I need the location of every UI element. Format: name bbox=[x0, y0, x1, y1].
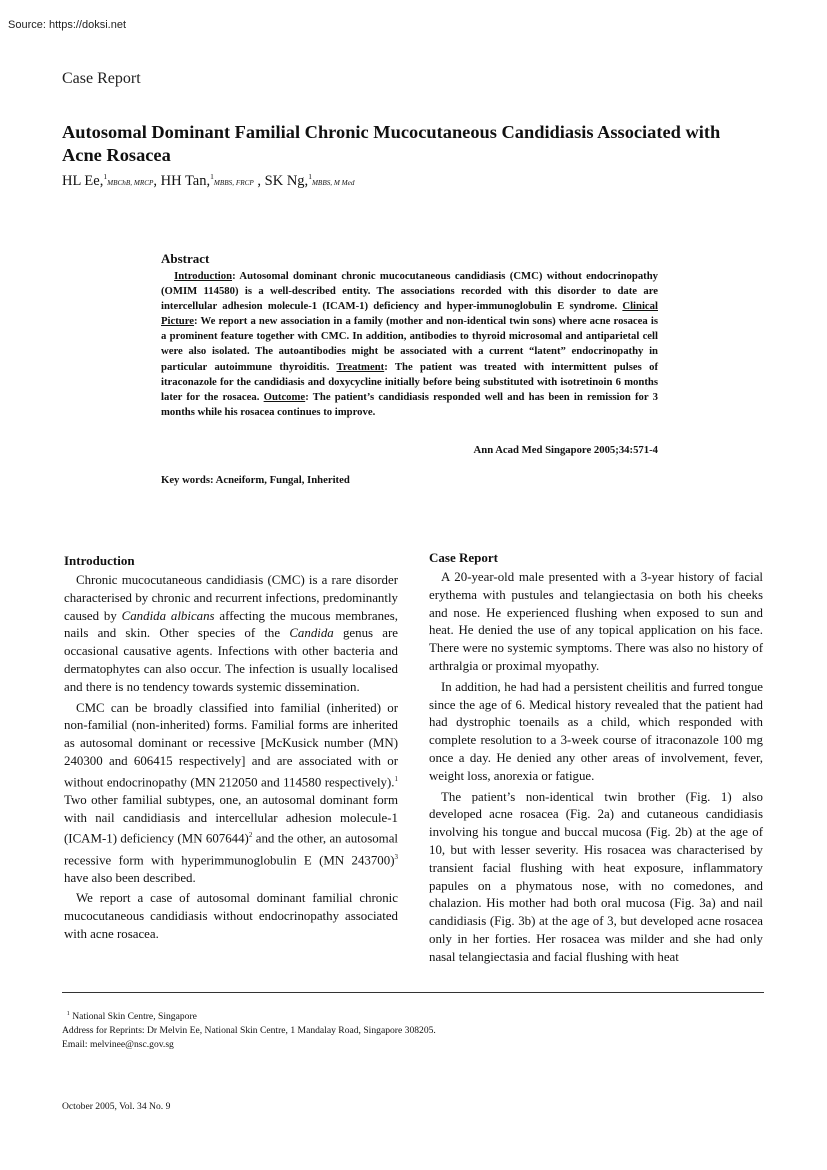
abstract-intro-label: Introduction bbox=[174, 270, 233, 282]
author-separator: , bbox=[253, 173, 265, 189]
text-run: have also been described. bbox=[64, 870, 196, 885]
keywords: Key words: Acneiform, Fungal, Inherited bbox=[161, 474, 350, 486]
author-degrees: MBBS, FRCP bbox=[213, 179, 254, 187]
affiliation-mark: 1 bbox=[66, 1011, 70, 1017]
section-label: Case Report bbox=[62, 70, 141, 87]
abstract-clinical-label: Clinical Picture bbox=[161, 300, 658, 328]
article-title: Autosomal Dominant Familial Chronic Mucocutaneous Candidiasis Associated with Acne Rosacea bbox=[62, 122, 721, 165]
abstract-treatment-label: Treatment bbox=[336, 360, 385, 373]
author-separator: , bbox=[153, 173, 161, 189]
source-label: Source: https://doksi.net bbox=[8, 19, 127, 31]
case-report-paragraph-3: The patient’s non-identical twin brother (Fig. 1) also developed acne rosacea (Fig. 2a) and cutaneous candidiasis involving his tongue and buccal mucosa (Fig. 2b) at the age of 10, but with lesser severity. His rosacea was characterised by transient facial flushing with heat exposure, inflammatory papules on a phymatous nose, with no comedones, and chalazion. His mother had both oral mucosa (Fig. 3a) and nail candidiasis (Fig. 3b) at the age of 3, but developed acne rosacea only in her forties. Her rosacea was milder and she had only nasal telangiectasia and facial flushing with heat bbox=[429, 789, 763, 964]
reference-mark: 2 bbox=[248, 831, 253, 840]
contact-email: Email: melvinee@nsc.gov.sg bbox=[62, 1039, 174, 1050]
species-name: Candida albicans bbox=[121, 608, 215, 623]
author-name: HH Tan, bbox=[160, 173, 211, 189]
text-run: and the other, an autosomal recessive form with hyperimmunoglobulin E (MN 243700) bbox=[64, 831, 398, 867]
author-name: HL Ee, bbox=[62, 173, 104, 189]
journal-citation: Ann Acad Med Singapore 2005;34:571-4 bbox=[473, 444, 658, 456]
abstract-body bbox=[161, 269, 658, 420]
text-run: Two other familial subtypes, one, an autosomal dominant form with nail candidiasis and intercellular adhesion molecule-1 (ICAM-1) deficiency (MN 607644) bbox=[64, 792, 398, 846]
abstract-clinical-text: : We report a new association in a family (mother and non-identical twin sons) where acne rosacea is a prominent feature together with CMC. In addition, antibodies to thyroid microsomal and antiparietal cell were also isolated. The autoantibodies might be associated with a current “latent” endocrinopathy in particular autoimmune thyroiditis. bbox=[161, 315, 658, 373]
reference-mark: 1 bbox=[394, 774, 398, 783]
case-report-column bbox=[429, 549, 763, 970]
footnotes bbox=[62, 1007, 436, 1052]
abstract-heading: Abstract bbox=[161, 251, 210, 266]
affiliation-mark: 1 bbox=[103, 172, 108, 181]
author-degrees: MBChB, MRCP bbox=[107, 179, 154, 187]
author-name: SK Ng, bbox=[264, 173, 309, 189]
introduction-paragraph-1 bbox=[64, 572, 398, 697]
abstract-intro-text: : Autosomal dominant chronic mucocutaneous candidiasis (CMC) without endocrinopathy (OMIM 114580) is a well-described entity. The associations recorded with this disorder to date are intercellular adhesion molecule-1 (ICAM-1) deficiency and hyper-immunoglobulin E syndrome. bbox=[161, 270, 659, 313]
case-report-paragraph-1: A 20-year-old male presented with a 3-year history of facial erythema with pustules and telangiectasia on both his cheeks and nose. He experienced flushing when exposed to sun and heat. He denied the use of any topical application on his face. There were no systemic symptoms. There was also no history of arthralgia or proximal myopathy. bbox=[429, 570, 763, 673]
introduction-column bbox=[64, 552, 398, 947]
author-line bbox=[62, 172, 354, 190]
text-run: Chronic mucocutaneous candidiasis (CMC) is a rare disorder characterised by chronic and recurrent infections, predominantly caused by bbox=[64, 573, 398, 623]
affiliation-mark: 1 bbox=[308, 172, 312, 181]
case-report-paragraph-2: In addition, he had had a persistent cheilitis and furred tongue since the age of 6. Medical history revealed that the patient had had dystrophic toenails as a child, which responded with complete resolution to a 3-week course of itraconazole 100 mg once a day. He denied any other areas of involvement, fever, weight loss, anorexia or fatigue. bbox=[429, 679, 763, 783]
abstract-outcome-label: Outcome bbox=[263, 390, 306, 403]
introduction-paragraph-3: We report a case of autosomal dominant familial chronic mucocutaneous candidiasis without endocrinopathy associated with acne rosacea. bbox=[64, 891, 398, 942]
case-report-heading: Case Report bbox=[429, 550, 498, 565]
introduction-heading: Introduction bbox=[64, 553, 135, 568]
text-run: CMC can be broadly classified into familial (inherited) or non-familial (non-inherited) forms. Familial forms are inherited as autosomal dominant or recessive [McKusick number (MN) 240300 and 606415 respectively] and are associated with or without endocrinopathy (MN 212050 and 114580 respectively). bbox=[64, 700, 398, 790]
reference-mark: 3 bbox=[394, 852, 398, 861]
abstract-treatment-text: : The patient was treated with intermittent pulses of itraconazole for the candidiasis and doxycycline initially before being substituted with isotretinoin 6 months later for the rosacea. bbox=[161, 360, 659, 403]
issue-footer: October 2005, Vol. 34 No. 9 bbox=[62, 1101, 171, 1112]
affiliation-text: National Skin Centre, Singapore bbox=[69, 1011, 197, 1022]
affiliation-footnote bbox=[62, 1007, 436, 1024]
affiliation-mark: 1 bbox=[210, 172, 214, 181]
text-run: genus are occasional causative agents. Infections with other bacteria and dermatophytes can also occur. The infection is usually localised and there is no tendency towards systemic dissemination. bbox=[64, 626, 398, 694]
footnote-divider bbox=[62, 992, 764, 993]
text-run: affecting the mucous membranes, nails and skin. Other species of the bbox=[64, 608, 398, 641]
genus-name: Candida bbox=[289, 626, 334, 641]
abstract-outcome-text: : The patient’s candidiasis responded well and has been in remission for 3 months while his rosacea continues to improve. bbox=[161, 390, 659, 418]
author-degrees: MBBS, M Med bbox=[311, 179, 355, 187]
reprints-address: Address for Reprints: Dr Melvin Ee, National Skin Centre, 1 Mandalay Road, Singapore 308205. bbox=[62, 1025, 436, 1036]
introduction-paragraph-2 bbox=[64, 700, 398, 888]
